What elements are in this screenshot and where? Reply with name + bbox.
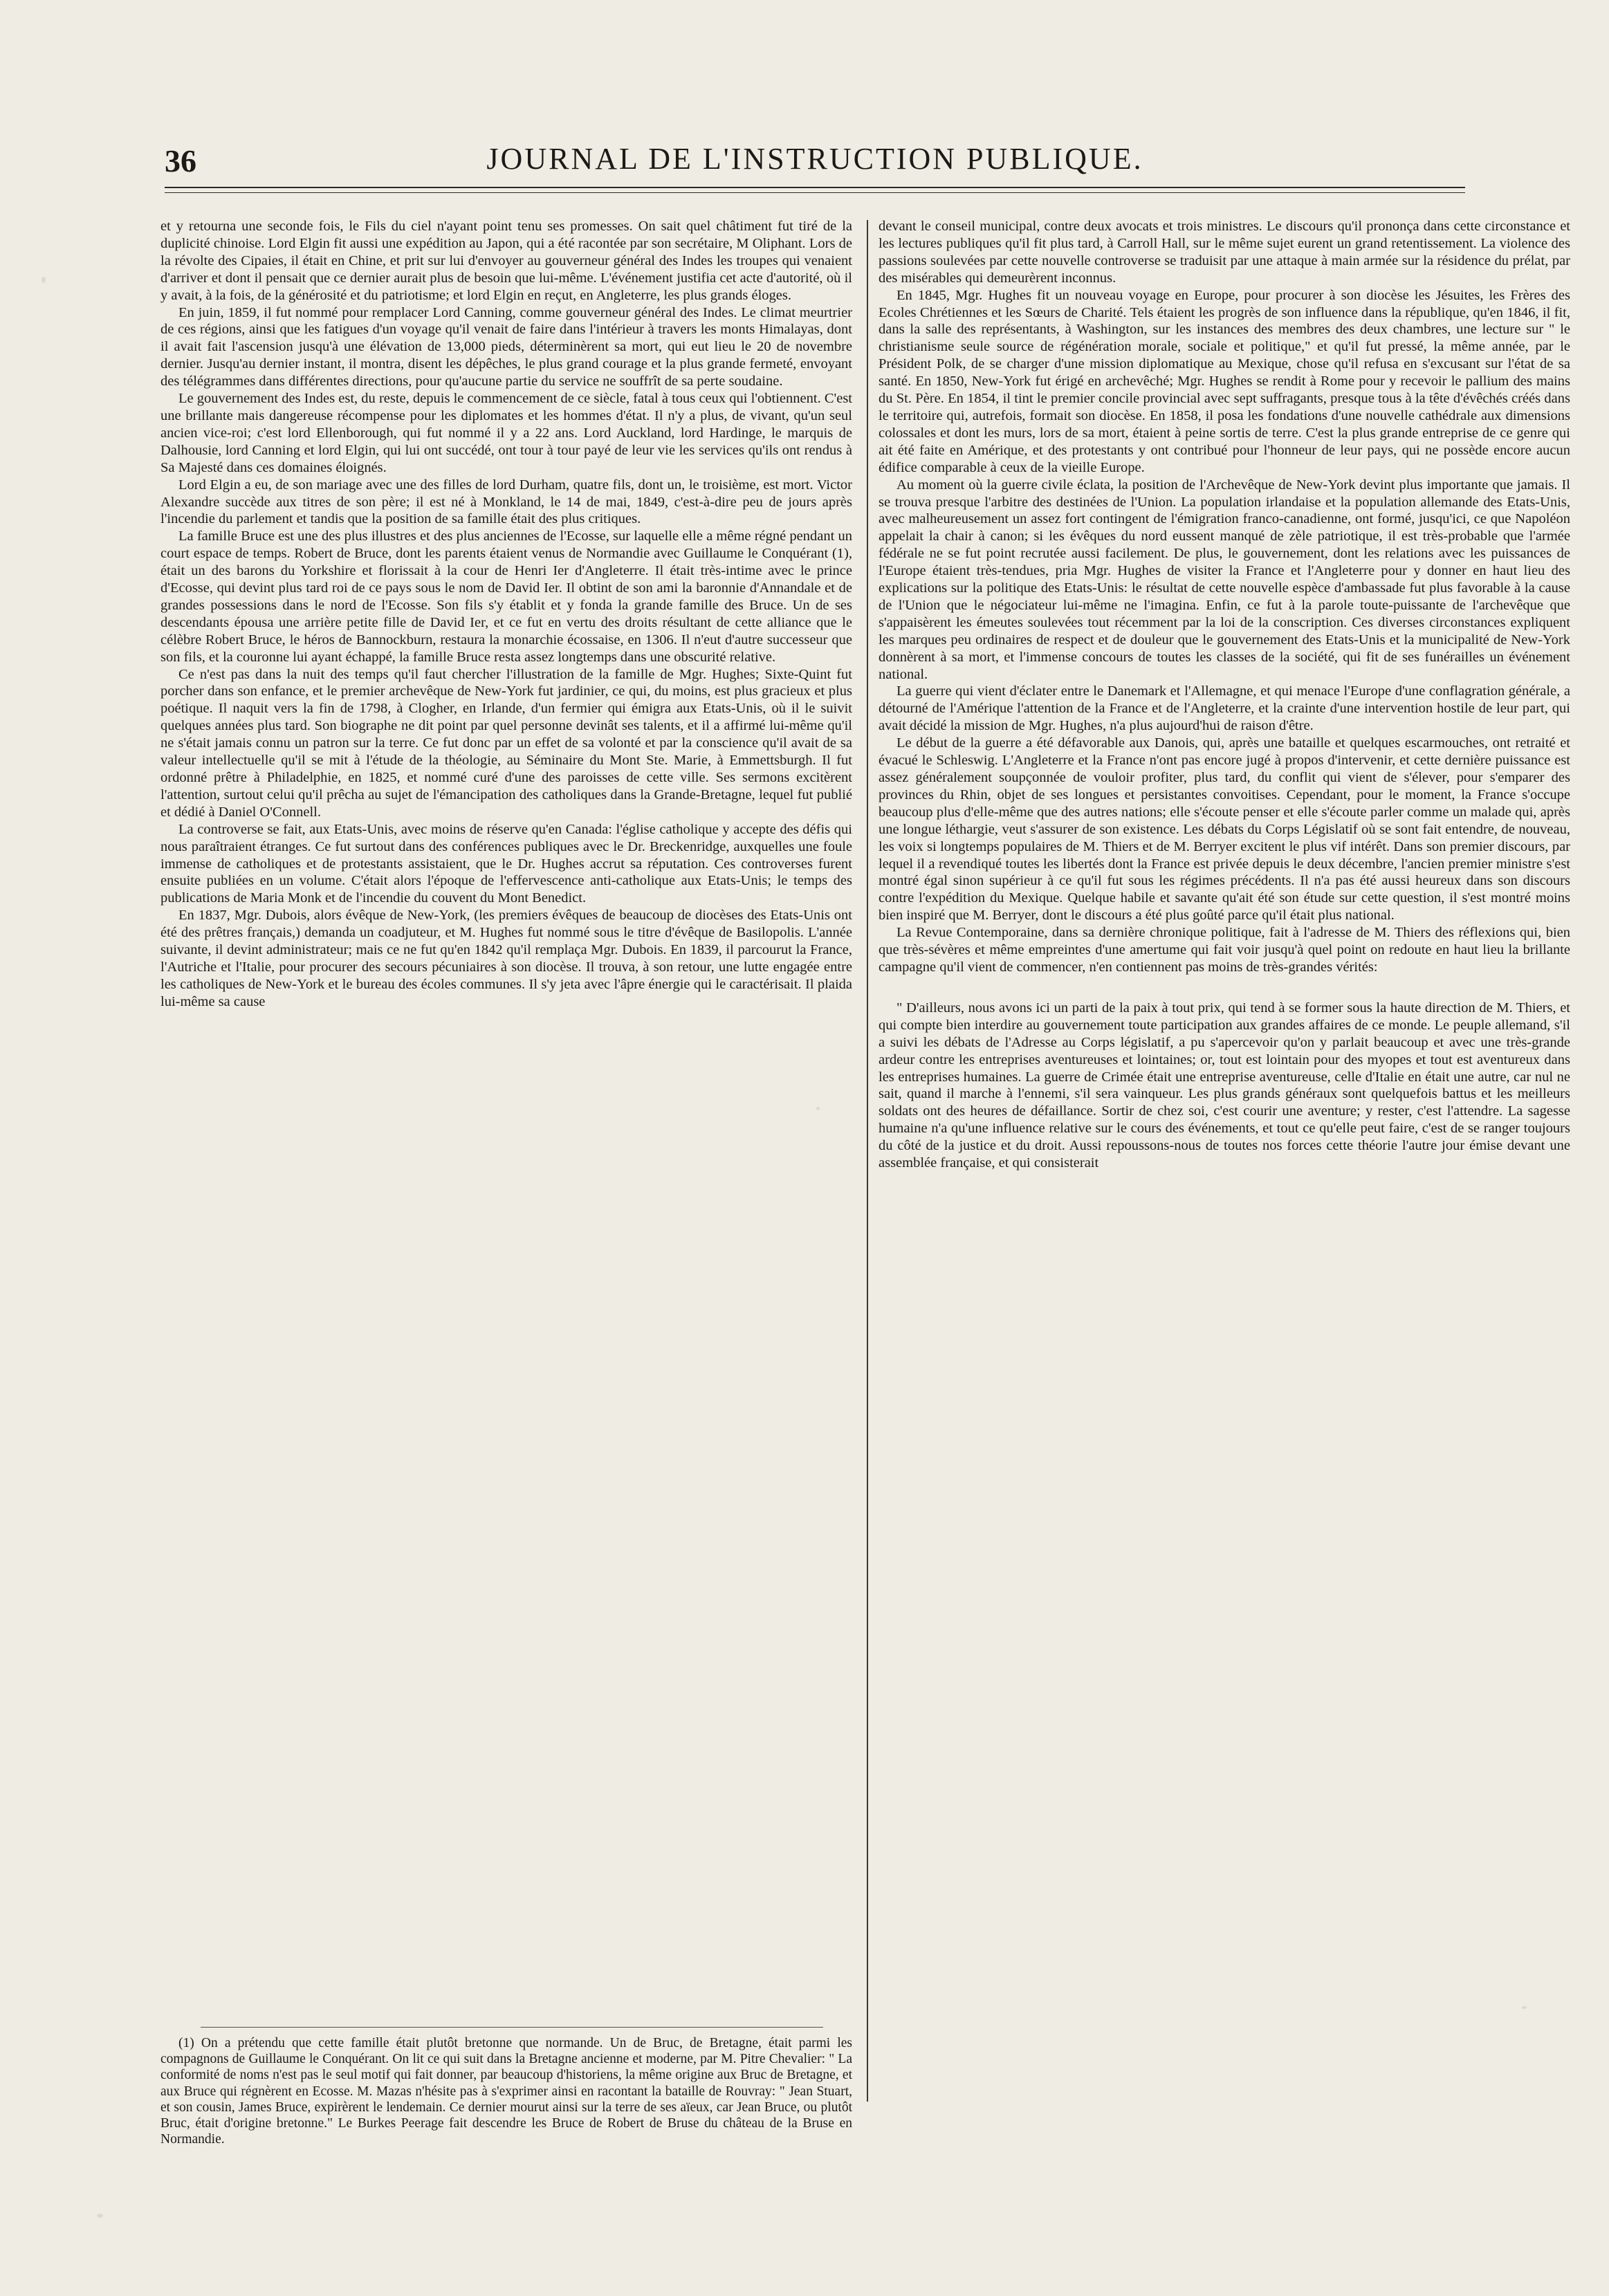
paragraph: En 1845, Mgr. Hughes fit un nouveau voyage en Europe, pour procurer à son diocèse les Jésuites, les Frères des Ecoles Chrétiennes et les Sœurs de Charité. Tels étaient les progrès de son influence dans la république, qu'en 1846, il fit, dans la salle des représentants, à Washington, sur les instances des membres des deux chambres, une lecture sur " le christianisme seule source de régénération morale, sociale et politique," et qu'il fut pressé, la même année, par le Président Polk, de se charger d'une mission diplomatique au Mexique, chose qu'il refusa en s'excusant sur l'état de sa santé. En 1850, New-York fut érigé en archevêché; Mgr. Hughes se rendit à Rome pour y recevoir le pallium des mains du St. Père. En 1854, il tint le premier concile provincial avec sept suffragants, presque tous à la tête d'évêchés créés dans le territoire qui, autrefois, formait son diocèse. En 1858, il posa les fondations d'une nouvelle cathédrale aux dimensions colossales et dont les murs, lors de sa mort, étaient à peine sortis de terre. C'est la plus grande entreprise de ce genre qui ait été faite en Amérique, et des protestants y ont contribué pour l'honneur de leur pays, qui ne possède encore aucun édifice comparable à ceux de la vieille Europe. [879, 287, 1570, 475]
column-divider [867, 220, 868, 2102]
page-number: 36 [165, 143, 196, 178]
paragraph: Ce n'est pas dans la nuit des temps qu'il faut chercher l'illustration de la famille de Mgr. Hughes; Sixte-Quint fut porcher dans son enfance, et le premier archevêque de New-York fut jardinier, ce qui, du moins, est plus gracieux et plus poétique. Il naquit vers la fin de 1798, à Clogher, en Irlande, d'un fermier qui émigra aux Etats-Unis, où il le suivit quelques années plus tard. Son biographe ne dit point par quel personne devinât ses talents, et il a affirmé lui-même qu'il ne s'était jamais connu un patron sur la terre. Ce fut donc par un effet de sa volonté et par la conscience qu'il avait de sa valeur intellectuelle qu'il se mit à l'étude de la théologie, au Séminaire du Mont Ste. Marie, à Emmettsburgh. Il fut ordonné prêtre à Philadelphie, en 1825, et nommé curé d'une des paroisses de cette ville. Ses sermons excitèrent l'attention, surtout celui qu'il prêcha au sujet de l'émancipation des catholiques dans la Grande-Bretagne, lequel fut publié et dédié à Daniel O'Connell. [160, 666, 852, 820]
paragraph: et y retourna une seconde fois, le Fils du ciel n'ayant point tenu ses promesses. On sait quel châtiment fut tiré de la duplicité chinoise. Lord Elgin fit aussi une expédition au Japon, qui a été racontée par son secrétaire, M Oliphant. Lors de la révolte des Cipaies, il était en Chine, et prit sur lui d'envoyer au gouverneur général des Indes les troupes qui venaient d'arriver et dont il pensait que ce dernier aurait plus de besoin que lui-même. L'événement justifia cet acte d'autorité, où il y avait, à la fois, de la générosité et du patriotisme; et lord Elgin en reçut, en Angleterre, les plus grands éloges. [160, 219, 852, 303]
footnote [160, 2035, 852, 2147]
paragraph: La guerre qui vient d'éclater entre le Danemark et l'Allemagne, et qui menace l'Europe d'une conflagration générale, a détourné de l'Amérique l'attention de la France et de l'Angleterre, et la crainte d'une intervention hostile de leur part, qui avait décidé la mission de Mgr. Hughes, n'a plus aujourd'hui de raison d'être. [879, 683, 1570, 734]
left-column [160, 218, 852, 1011]
paragraph: En juin, 1859, il fut nommé pour remplacer Lord Canning, comme gouverneur général des Indes. Le climat meurtrier de ces régions, ainsi que les fatigues d'un voyage qu'il venait de faire dans l'intérieur à travers les monts Himalayas, dont il avait fait l'ascension jusqu'à une élévation de 13,000 pieds, déterminèrent sa mort, qui eut lieu le 20 de novembre dernier. Jusqu'au dernier instant, il montra, disent les dépêches, le plus grand courage et la plus grande fermeté, envoyant des télégrammes dans différentes directions, pour qu'aucune partie du service ne souffrît de sa perte soudaine. [160, 304, 852, 389]
paragraph: Le début de la guerre a été défavorable aux Danois, qui, après une bataille et quelques escarmouches, ont retraité et évacué le Schleswig. L'Angleterre et la France n'ont pas encore jugé à propos d'intervenir, et cette dernière puissance est assez généralement soupçonnée de vouloir profiter, plus tard, du conflit qui vient de s'élever, pour s'emparer des provinces du Rhin, objet de ses longues et persistantes convoitises. Cependant, pour le moment, la France s'occupe beaucoup plus d'elle-même que des autres nations; elle s'écoute penser et elle s'écoute parler comme un malade qui, après une longue léthargie, veut s'assurer de son existence. Les débats du Corps Législatif où se sont fait entendre, de nouveau, les voix si longtemps populaires de M. Thiers et de M. Berryer excitent le plus vif intérêt. Dans son premier discours, par lequel il a revendiqué toutes les libertés dont la France est privée depuis le deux décembre, l'ancien premier ministre s'est montré égal sinon supérieur à ce qu'il fut sous les régimes précédents. Il n'a pas été aussi heureux dans son discours contre l'expédition du Mexique. Quelque habile et savante qu'ait été son étude sur cette question, il s'est montré moins bien inspiré que M. Berryer, dont le discours a été plus goûté parce qu'il était plus national. [879, 735, 1570, 924]
paragraph: La famille Bruce est une des plus illustres et des plus anciennes de l'Ecosse, sur laquelle elle a même régné pendant un court espace de temps. Robert de Bruce, dont les parents étaient venus de Normandie avec Guillaume le Conquérant (1), était un des barons du Yorkshire et florissait à la cour de Henri Ier d'Angleterre. Il était très-intime avec le prince d'Ecosse, qui devint plus tard roi de ce pays sous le nom de David Ier. Il obtint de son ami la baronnie d'Annandale et de grandes possessions dans le nord de l'Ecosse. Son fils s'y établit et y fonda la grande famille des Bruce. Un de ses descendants épousa une arrière petite fille de David Ier, et ce fut en vertu des droits résultant de cette alliance que le célèbre Robert Bruce, le héros de Bannockburn, restaura la monarchie écossaise, en 1306. Il n'eut d'autre successeur que son fils, et la couronne lui ayant échappé, la famille Bruce resta assez longtemps dans une obscurité relative. [160, 529, 852, 665]
header-rule [165, 187, 1465, 188]
paragraph: devant le conseil municipal, contre deux avocats et trois ministres. Le discours qu'il prononça dans cette circonstance et les lectures publiques qu'il fit plus tard, à Carroll Hall, sur le même sujet eurent un grand retentissement. La violence des passions soulevées par cette nouvelle controverse se traduisit par une attaque à main armée sur la résidence du prélat, par des misérables qui demeurèrent inconnus. [879, 219, 1570, 286]
paper-speck [816, 1107, 820, 1110]
paper-speck [97, 2214, 103, 2218]
running-title: JOURNAL DE L'INSTRUCTION PUBLIQUE. [486, 142, 1143, 176]
footnote-text: (1) On a prétendu que cette famille était plutôt bretonne que normande. Un de Bruc, de Bretagne, était parmi les compagnons de Guillaume le Conquérant. On lit ce qui suit dans la Bretagne ancienne et moderne, par M. Pitre Chevalier: " La conformité de noms n'est pas le seul motif qui fait donner, par beaucoup d'historiens, la même origine aux Bruc de Bretagne, et aux Bruce qui régnèrent en Ecosse. M. Mazas n'hésite pas à s'exprimer ainsi en racontant la bataille de Rouvray: " Jean Stuart, et son cousin, James Bruce, expirèrent le lendemain. Ce dernier mourut ainsi sur la terre de ses aïeux, car Jean Bruce, ou plutôt Bruc, était d'origine bretonne." Le Burkes Peerage fait descendre les Bruce de Robert de Bruse du château de la Bruse en Normandie. [160, 2036, 852, 2147]
paragraph: Le gouvernement des Indes est, du reste, depuis le commencement de ce siècle, fatal à tous ceux qui l'obtiennent. C'est une brillante mais dangereuse récompense pour les diplomates et les hommes d'état. Il n'y a plus, de vivant, qu'un seul ancien vice-roi; c'est lord Ellenborough, qui fut nommé il y a 22 ans. Lord Auckland, lord Hardinge, le marquis de Dalhousie, lord Canning et lord Elgin, qui lui ont succédé, ont tour à tour payé de leur vie les services qu'ils ont rendus à Sa Majesté dans ces domaines éloignés. [160, 391, 852, 475]
header-rule-thin [165, 192, 1465, 193]
paragraph: Au moment où la guerre civile éclata, la position de l'Archevêque de New-York devint plus importante que jamais. Il se trouva presque l'arbitre des destinées de l'Union. La population irlandaise et la population allemande des Etats-Unis, avec malheureusement un assez fort contingent de l'émigration franco-canadienne, ont formé, jusqu'ici, ce que Napoléon appelait la chair à canon; si les évêques du nord eussent manqué de zèle patriotique, il est très-probable que l'armée fédérale ne se fut point recrutée aussi facilement. De plus, le gouvernement, dont les relations avec les puissances de l'Europe étaient très-tendues, pria Mgr. Hughes de visiter la France et l'Angleterre pour y donner en haut lieu des explications sur la politique des Etats-Unis: le résultat de cette nouvelle espèce d'ambassade fut plus favorable à la cause de l'Union que le négociateur lui-même ne l'imagina. Enfin, ce fut à la parole toute-puissante de l'archevêque que s'appaisèrent les émeutes soulevées tout récemment par la loi de la conscription. Ces diverses circonstances expliquent les marques peu ordinaires de respect et de douleur que le gouvernement des Etats-Unis et la municipalité de New-York donnèrent à sa mort, et l'immense concours de toutes les classes de la société, qui fit de ses funérailles un événement national. [879, 477, 1570, 682]
block-quote [879, 1000, 1570, 1172]
paper-speck [42, 277, 46, 283]
paper-speck [1522, 2006, 1527, 2009]
paragraph: La Revue Contemporaine, dans sa dernière chronique politique, fait à l'adresse de M. Thiers des réflexions qui, bien que très-sévères et même empreintes d'une amertume qui fait voir jusqu'à quel point on redoute en haut lieu la brillante campagne qu'il vient de commencer, n'en contiennent pas moins de très-grandes vérités: [879, 925, 1570, 975]
quote-text: " D'ailleurs, nous avons ici un parti de la paix à tout prix, qui tend à se former sous la haute direction de M. Thiers, et qui compte bien interdire au gouvernement toute participation aux grandes affaires de ce monde. Le peuple allemand, s'il a suivi les débats de l'Adresse au Corps législatif, a pu s'apercevoir qu'on y parlait beaucoup et avec une très-grande ardeur contre les entreprises aventureuses et lointaines; or, tout est lointain pour des myopes et tout est aventureux dans les entreprises humaines. La guerre de Crimée était une entreprise aventureuse, celle d'Italie en était une autre, car nul ne sait, quand il marche à l'ennemi, s'il sera vainqueur. Les plus grands généraux sont quelquefois battus et les meilleurs soldats ont des heures de défaillance. Sortir de chez soi, c'est courir une aventure; y rester, c'est l'attendre. La sagesse humaine n'a qu'une influence relative sur le cours des événements, et tout ce qu'elle peut faire, c'est de se ranger toujours du côté de la justice et du droit. Aussi repoussons-nous de toutes nos forces cette théorie l'autre jour émise devant une assemblée française, et qui consisterait [879, 1000, 1570, 1171]
paragraph: Lord Elgin a eu, de son mariage avec une des filles de lord Durham, quatre fils, dont un, le troisième, est mort. Victor Alexandre succède aux titres de son père; il est né à Monkland, le 14 de mai, 1849, c'est-à-dire peu de jours après l'incendie du parlement et tandis que la position de sa famille était des plus critiques. [160, 477, 852, 527]
footnote-rule [201, 2027, 823, 2028]
paragraph: La controverse se fait, aux Etats-Unis, avec moins de réserve qu'en Canada: l'église catholique y accepte des défis qui nous paraîtraient étranges. Ce fut surtout dans des conférences publiques avec le Dr. Breckenridge, auxquelles une foule immense de catholiques et de protestants assistaient, que le Dr. Hughes accrut sa réputation. Ces controverses furent ensuite publiées en un volume. C'était alors l'époque de l'effervescence anti-catholique aux Etats-Unis; le temps des publications de Maria Monk et de l'incendie du couvent du Mont Benedict. [160, 821, 852, 906]
paragraph: En 1837, Mgr. Dubois, alors évêque de New-York, (les premiers évêques de beaucoup de diocèses des Etats-Unis ont été des prêtres français,) demanda un coadjuteur, et M. Hughes fut nommé sous le titre d'évêque de Basilopolis. L'année suivante, il devint administrateur; mais ce ne fut qu'en 1842 qu'il remplaça Mgr. Dubois. En 1839, il parcourut la France, l'Autriche et l'Italie, pour procurer des secours pécuniaires à son diocèse. Il trouva, à son retour, une lutte engagée entre les catholiques de New-York et le bureau des écoles communes. Il s'y jeta avec l'âpre énergie qui le caractérisait. Il plaida lui-même sa cause [160, 908, 852, 1009]
right-column [879, 218, 1570, 1172]
page-header [165, 137, 1465, 185]
